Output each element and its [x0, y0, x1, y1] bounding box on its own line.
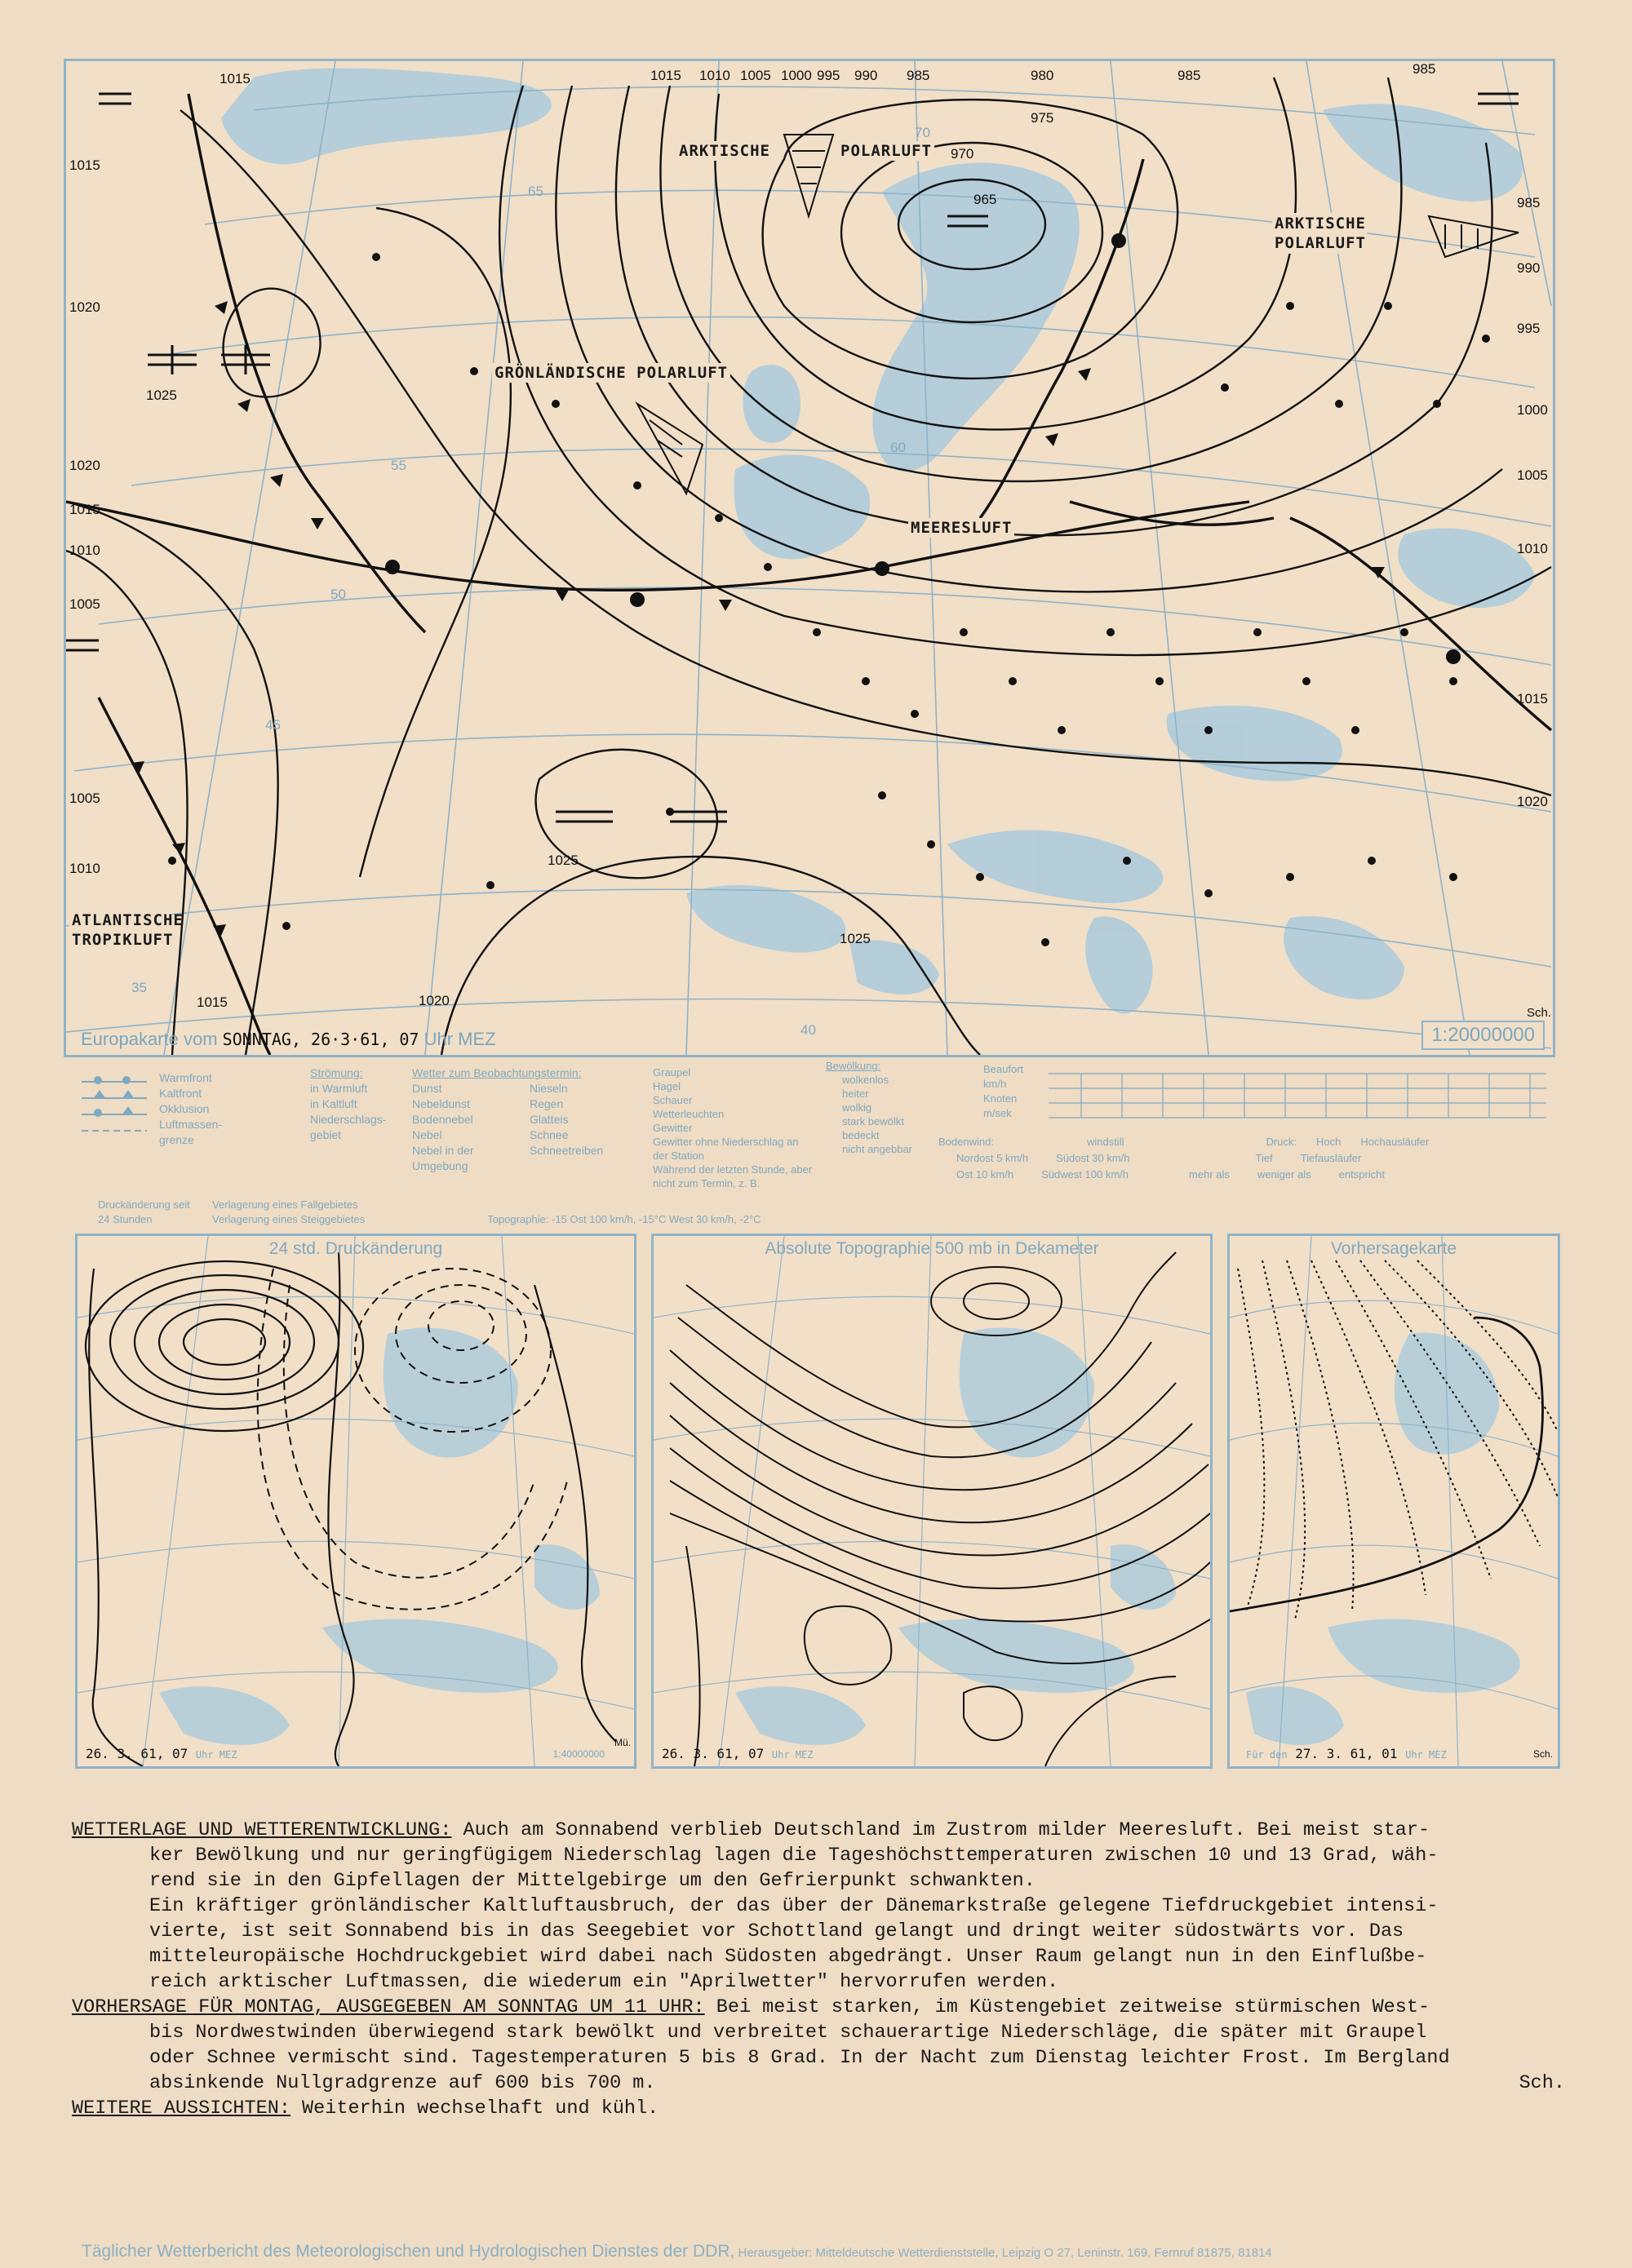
- caption-prefix: Europakarte vom: [81, 1029, 218, 1049]
- panel3-title: Vorhersagekarte: [1330, 1239, 1457, 1258]
- isobar-label: 975: [1031, 110, 1054, 126]
- legend-steiggebiet: Verlagerung eines Steiggebietes: [212, 1213, 366, 1225]
- legend-hochauslaeufer: Hochausläufer: [1360, 1136, 1430, 1148]
- isobar-label: 965: [973, 192, 997, 207]
- heading-vorhersage: VORHERSAGE FÜR MONTAG, AUSGEGEBEN AM SONNTAG UM 11 UHR:: [72, 1996, 705, 2018]
- isobar-label: 1005: [1517, 467, 1548, 483]
- isobar-label: 1005: [69, 791, 100, 806]
- legend-wetter-col3: [653, 1065, 816, 1190]
- isobar-label: 1000: [1517, 402, 1548, 418]
- panel-vorhersagekarte: [1227, 1234, 1560, 1769]
- text-line: reich arktischer Luftmassen, die wiederum ein "Aprilwetter" hervorrufen werden.: [149, 1971, 1059, 1993]
- isobar-label: 990: [1517, 260, 1541, 276]
- isobar-label: 1015: [69, 502, 100, 517]
- legend-knoten: Knoten: [983, 1092, 1018, 1105]
- legend-niederschlagsgebiet: Niederschlags-gebiet: [310, 1113, 387, 1141]
- isobar-label: 970: [951, 146, 974, 162]
- label-atlantische-tropikluft: ATLANTISCHE TROPIKLUFT: [69, 910, 172, 950]
- panel-topographie-500mb: [651, 1234, 1213, 1769]
- panel3-drawing: [1230, 1236, 1558, 1766]
- legend-schneetreiben: Schneetreiben: [530, 1144, 604, 1157]
- legend-wolkenlos: wolkenlos: [842, 1074, 889, 1086]
- latitude-label: 35: [131, 980, 147, 995]
- caption-date: SONNTAG, 26·3·61, 07: [222, 1030, 419, 1049]
- legend-schauer: Schauer: [653, 1094, 693, 1106]
- panel2-date: 26. 3. 61, 07 Uhr MEZ: [662, 1746, 814, 1761]
- legend-mehr-als: mehr als: [1189, 1168, 1230, 1181]
- panel1-date: 26. 3. 61, 07 Uhr MEZ: [86, 1746, 237, 1761]
- legend-tief: Tief: [1255, 1152, 1273, 1164]
- footer-main: Täglicher Wetterbericht des Meteorologischen und Hydrologischen Dienstes der DDR,: [82, 2242, 735, 2261]
- legend-bedeckt: bedeckt: [842, 1129, 880, 1141]
- isobar-label: 1010: [699, 68, 730, 83]
- panel2-drawing: [654, 1236, 1210, 1766]
- isobar-label: 1015: [650, 68, 681, 83]
- label-arktische-polarluft-east: ARKTISCHE POLARLUFT: [1272, 213, 1367, 254]
- legend-druckaenderung-text: Druckänderung seit 24 Stunden: [98, 1198, 190, 1225]
- isobar-label: 1025: [548, 853, 579, 868]
- legend-nebel-umgebung: Nebel in der Umgebung: [412, 1144, 474, 1172]
- legend-bewoelkung: [826, 1059, 940, 1156]
- legend-schnee: Schnee: [530, 1128, 569, 1141]
- panel1-signature: Mü.: [614, 1737, 631, 1748]
- panel3-signature: Sch.: [1532, 1748, 1553, 1760]
- isobar-label: 1010: [1517, 541, 1548, 556]
- legend-bodenwind-title: Bodenwind:: [938, 1136, 994, 1148]
- station-markers: [168, 253, 1490, 946]
- legend-kaltluft: in Kaltluft: [310, 1097, 357, 1110]
- legend-heiter: heiter: [842, 1087, 869, 1100]
- text-line: ker Bewölkung und nur geringfügigem Niederschlag lagen die Tageshöchsttemperaturen zwischen 10 und 13 Grad, wäh-: [149, 1845, 1439, 1867]
- legend-bodennebel: Bodennebel: [412, 1113, 473, 1126]
- text-line: absinkende Nullgradgrenze auf 600 bis 700 m.: [149, 2072, 656, 2094]
- isobar-label: 1020: [69, 299, 100, 315]
- legend-nicht-angebbar: nicht angebbar: [842, 1143, 913, 1155]
- legend-bodenwind: [938, 1134, 1559, 1183]
- text-line: bis Nordwestwinden überwiegend stark bewölkt und verbreitet schauerartige Niederschläge, die später mit Graupel: [149, 2022, 1427, 2044]
- footer: [82, 2242, 1272, 2261]
- heading-wetterlage: WETTERLAGE UND WETTERENTWICKLUNG:: [72, 1819, 452, 1841]
- legend-okklusion: Okklusion: [159, 1102, 210, 1115]
- isobar-label: 1015: [1517, 691, 1548, 707]
- isobar-label: 1015: [220, 71, 251, 86]
- isobar-label: 980: [1031, 68, 1054, 83]
- text-line: mitteleuropäische Hochdruckgebiet wird dabei nach Südosten abgedrängt. Unser Raum gelangt nun in den Einflußbe-: [149, 1946, 1427, 1968]
- isobar-label: 995: [817, 68, 840, 83]
- isobar-label: 1025: [146, 388, 177, 403]
- legend-warmluft: in Warmluft: [310, 1082, 368, 1095]
- legend-nebel: Nebel: [412, 1128, 442, 1141]
- europe-map: [64, 59, 1555, 1057]
- text-line: oder Schnee vermischt sind. Tagestemperaturen 5 bis 8 Grad. In der Nacht zum Dienstag leichter Frost. Im Bergland: [149, 2047, 1450, 2069]
- legend-tiefauslaeufer: Tiefausläufer: [1300, 1152, 1362, 1164]
- legend-suedost: Südost 30 km/h: [1056, 1152, 1130, 1164]
- panel1-scale: 1:40000000: [552, 1748, 605, 1760]
- beaufort-scale-graphic: [1049, 1065, 1554, 1131]
- footer-publisher: Herausgeber: Mitteldeutsche Wetterdienststelle, Leipzig O 27, Leninstr. 169, Fernruf 81875, 81814: [734, 2246, 1272, 2260]
- weather-report-text: [72, 1818, 1565, 2121]
- legend-graupel: Graupel: [653, 1066, 691, 1079]
- latitude-label: 65: [528, 184, 543, 199]
- isobar-label: 1015: [69, 157, 100, 173]
- isobar-label: 1010: [69, 543, 100, 558]
- legend-bewoelkung-title: Bewölkung:: [826, 1060, 881, 1072]
- isobar-label: 985: [1517, 195, 1541, 210]
- label-groenlaendische-polarluft: GRÖNLÄNDISCHE POLARLUFT: [492, 363, 730, 383]
- panel1-drawing: [78, 1236, 634, 1766]
- isobar-label: 1020: [69, 458, 100, 473]
- map-caption: [81, 1029, 496, 1050]
- text-line: Ein kräftiger grönländischer Kaltluftausbruch, der das über der Dänemarkstraße gelegene Tiefdruckgebiet intensi-: [149, 1895, 1439, 1917]
- legend-druck-title: Druck:: [1266, 1136, 1297, 1148]
- latitude-label: 60: [890, 440, 906, 455]
- legend-topographie: Topographie: -15 Ost 100 km/h, -15°C West 30 km/h, -2°C: [487, 1213, 761, 1225]
- legend-suedwest: Südwest 100 km/h: [1041, 1168, 1129, 1181]
- legend-beaufort-title: Beaufort: [983, 1063, 1024, 1075]
- heading-aussichten: WEITERE AUSSICHTEN:: [72, 2097, 290, 2120]
- legend-ost: Ost 10 km/h: [956, 1168, 1014, 1181]
- text-line: Bei meist starken, im Küstengebiet zeitweise stürmischen West-: [704, 1996, 1430, 2018]
- latitude-label: 50: [330, 587, 346, 602]
- legend-kmh: km/h: [983, 1078, 1007, 1090]
- legend-gewitter: Gewitter: [653, 1122, 693, 1134]
- legend-kaltfront: Kaltfront: [159, 1087, 202, 1100]
- latitude-label: 55: [391, 458, 406, 473]
- isobar-label: 985: [907, 68, 930, 83]
- panel3-date: Für den 27. 3. 61, 01 Uhr MEZ: [1246, 1746, 1447, 1761]
- isobar-label: 1025: [840, 931, 871, 946]
- legend-beaufort: [983, 1062, 1554, 1121]
- legend-druckaenderung: [98, 1198, 832, 1227]
- legend-stark-bewoelkt: stark bewölkt: [842, 1115, 904, 1127]
- legend-nordost: Nordost 5 km/h: [956, 1152, 1029, 1164]
- latitude-label: 45: [265, 717, 281, 733]
- front-symbol-icons: [82, 1075, 155, 1141]
- isobar-label: 990: [854, 68, 878, 83]
- isobar-label: 995: [1517, 321, 1541, 336]
- isobar-label: 1020: [419, 993, 450, 1008]
- isobar-label: 1010: [69, 861, 100, 876]
- land-masses: [221, 68, 1535, 1013]
- map-drawing: [66, 61, 1553, 1055]
- isobar-label: 1015: [197, 994, 228, 1010]
- isobar-label: 1005: [69, 596, 100, 612]
- label-meeresluft: MEERESLUFT: [908, 518, 1014, 538]
- isobar-label: 1020: [1517, 794, 1548, 809]
- legend-wetterleuchten: Wetterleuchten: [653, 1108, 725, 1120]
- panel-druckaenderung: [75, 1234, 636, 1769]
- text-line: Auch am Sonnabend verblieb Deutschland im Zustrom milder Meeresluft. Bei meist star-: [451, 1819, 1430, 1841]
- legend-entspricht: entspricht: [1338, 1168, 1386, 1181]
- isobar-label: 985: [1412, 61, 1436, 77]
- legend-nebeldunst: Nebeldunst: [412, 1097, 470, 1110]
- text-line: vierte, ist seit Sonnabend bis in das Seegebiet vor Schottland gelangt und dringt weiter südostwärts vor. Das: [149, 1920, 1404, 1942]
- panel2-title: Absolute Topographie 500 mb in Dekameter: [765, 1239, 1099, 1258]
- legend-weniger-als: weniger als: [1257, 1168, 1311, 1181]
- legend-nieseln: Nieseln: [530, 1082, 568, 1095]
- caption-suffix: Uhr MEZ: [424, 1029, 496, 1049]
- legend-gewitter-ohne: Gewitter ohne Niederschlag an der Station: [653, 1136, 799, 1162]
- map-scale: 1:20000000: [1421, 1021, 1545, 1050]
- legend-stroemung-title: Strömung:: [310, 1066, 363, 1079]
- text-line: rend sie in den Gipfellagen der Mittelgebirge um den Gefrierpunkt schwankten.: [149, 1870, 1036, 1892]
- isobar-label: 1005: [740, 68, 771, 83]
- legend-windstill: windstill: [1086, 1136, 1124, 1148]
- legend-hagel: Hagel: [653, 1080, 681, 1092]
- legend-hoch: Hoch: [1316, 1136, 1342, 1148]
- legend-msek: m/sek: [983, 1107, 1012, 1119]
- legend-luftmassengrenze: Luftmassen-grenze: [159, 1118, 223, 1146]
- text-line: Weiterhin wechselhaft und kühl.: [290, 2097, 659, 2120]
- map-signature: Sch.: [1527, 1006, 1552, 1020]
- text-signature: Sch.: [1519, 2072, 1565, 2094]
- label-polarluft: POLARLUFT: [838, 141, 934, 161]
- isobar-label: 1000: [781, 68, 812, 83]
- latitude-label: 40: [800, 1022, 816, 1038]
- legend-regen: Regen: [530, 1097, 564, 1110]
- isobar-label: 985: [1177, 68, 1201, 83]
- legend-fallgebiet: Verlagerung eines Fallgebietes: [212, 1198, 358, 1211]
- panel1-title: 24 std. Druckänderung: [268, 1239, 443, 1258]
- legend-glatteis: Glatteis: [530, 1113, 569, 1126]
- label-arktische: ARKTISCHE: [676, 141, 773, 161]
- legend-wolkig: wolkig: [842, 1101, 872, 1114]
- legend-stroemung: [245, 1065, 408, 1143]
- legend-wetter-title: Wetter zum Beobachtungstermin:: [412, 1066, 582, 1079]
- front-symbols: [131, 233, 1461, 936]
- legend-dunst: Dunst: [412, 1082, 442, 1095]
- legend-letzte-stunde: Während der letzten Stunde, aber nicht zum Termin, z. B.: [653, 1163, 813, 1189]
- latitude-label: 70: [915, 125, 930, 140]
- legend-warmfront: Warmfront: [159, 1071, 212, 1084]
